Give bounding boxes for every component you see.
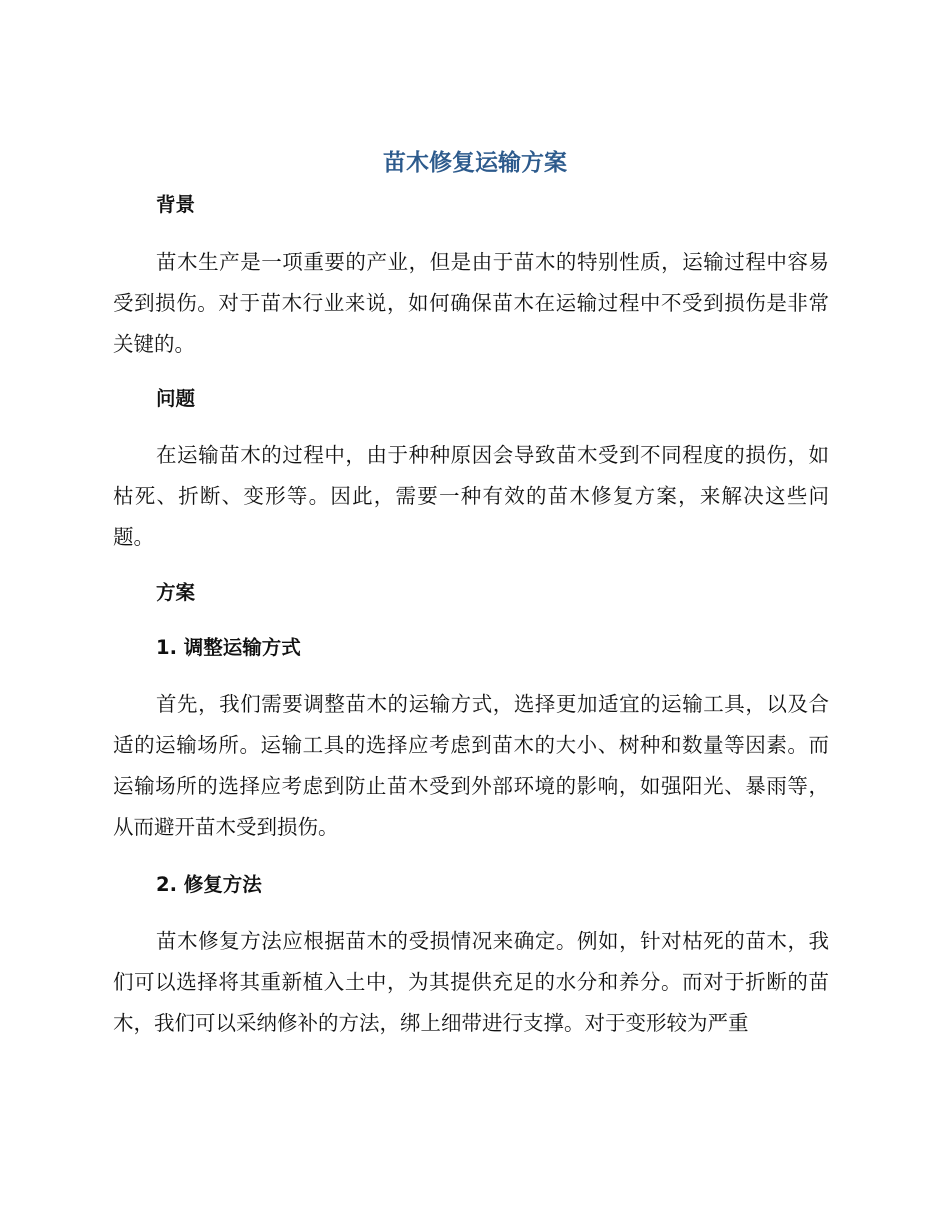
document-title: 苗木修复运输方案 xyxy=(383,150,567,176)
paragraph-adjust-transport: 首先，我们需要调整苗木的运输方式，选择更加适宜的运输工具，以及合适的运输场所。运输工具的选择应考虑到苗木的大小、树种和数量等因素。而运输场所的选择应考虑到防止苗木受到外部环境的影响，如强阳光、暴雨等，从而避开苗木受到损伤。 xyxy=(113,692,829,839)
paragraph-background: 苗木生产是一项重要的产业，但是由于苗木的特别性质，运输过程中容易受到损伤。对于苗木行业来说，如何确保苗木在运输过程中不受到损伤是非常关键的。 xyxy=(113,250,829,356)
paragraph-problem: 在运输苗木的过程中，由于种种原因会导致苗木受到不同程度的损伤，如枯死、折断、变形等。因此，需要一种有效的苗木修复方案，来解决这些问题。 xyxy=(113,443,829,549)
section-heading-problem: 问题 xyxy=(156,387,196,410)
subheading-adjust-transport: 1. 调整运输方式 xyxy=(156,636,301,659)
section-heading-background: 背景 xyxy=(156,193,196,216)
section-heading-plan: 方案 xyxy=(156,581,196,604)
subheading-repair-method: 2. 修复方法 xyxy=(156,873,262,896)
paragraph-repair-method: 苗木修复方法应根据苗木的受损情况来确定。例如，针对枯死的苗木，我们可以选择将其重新植入土中，为其提供充足的水分和养分。而对于折断的苗木，我们可以采纳修补的方法，绑上细带进行支撑。对于变形较为严重 xyxy=(113,929,829,1035)
